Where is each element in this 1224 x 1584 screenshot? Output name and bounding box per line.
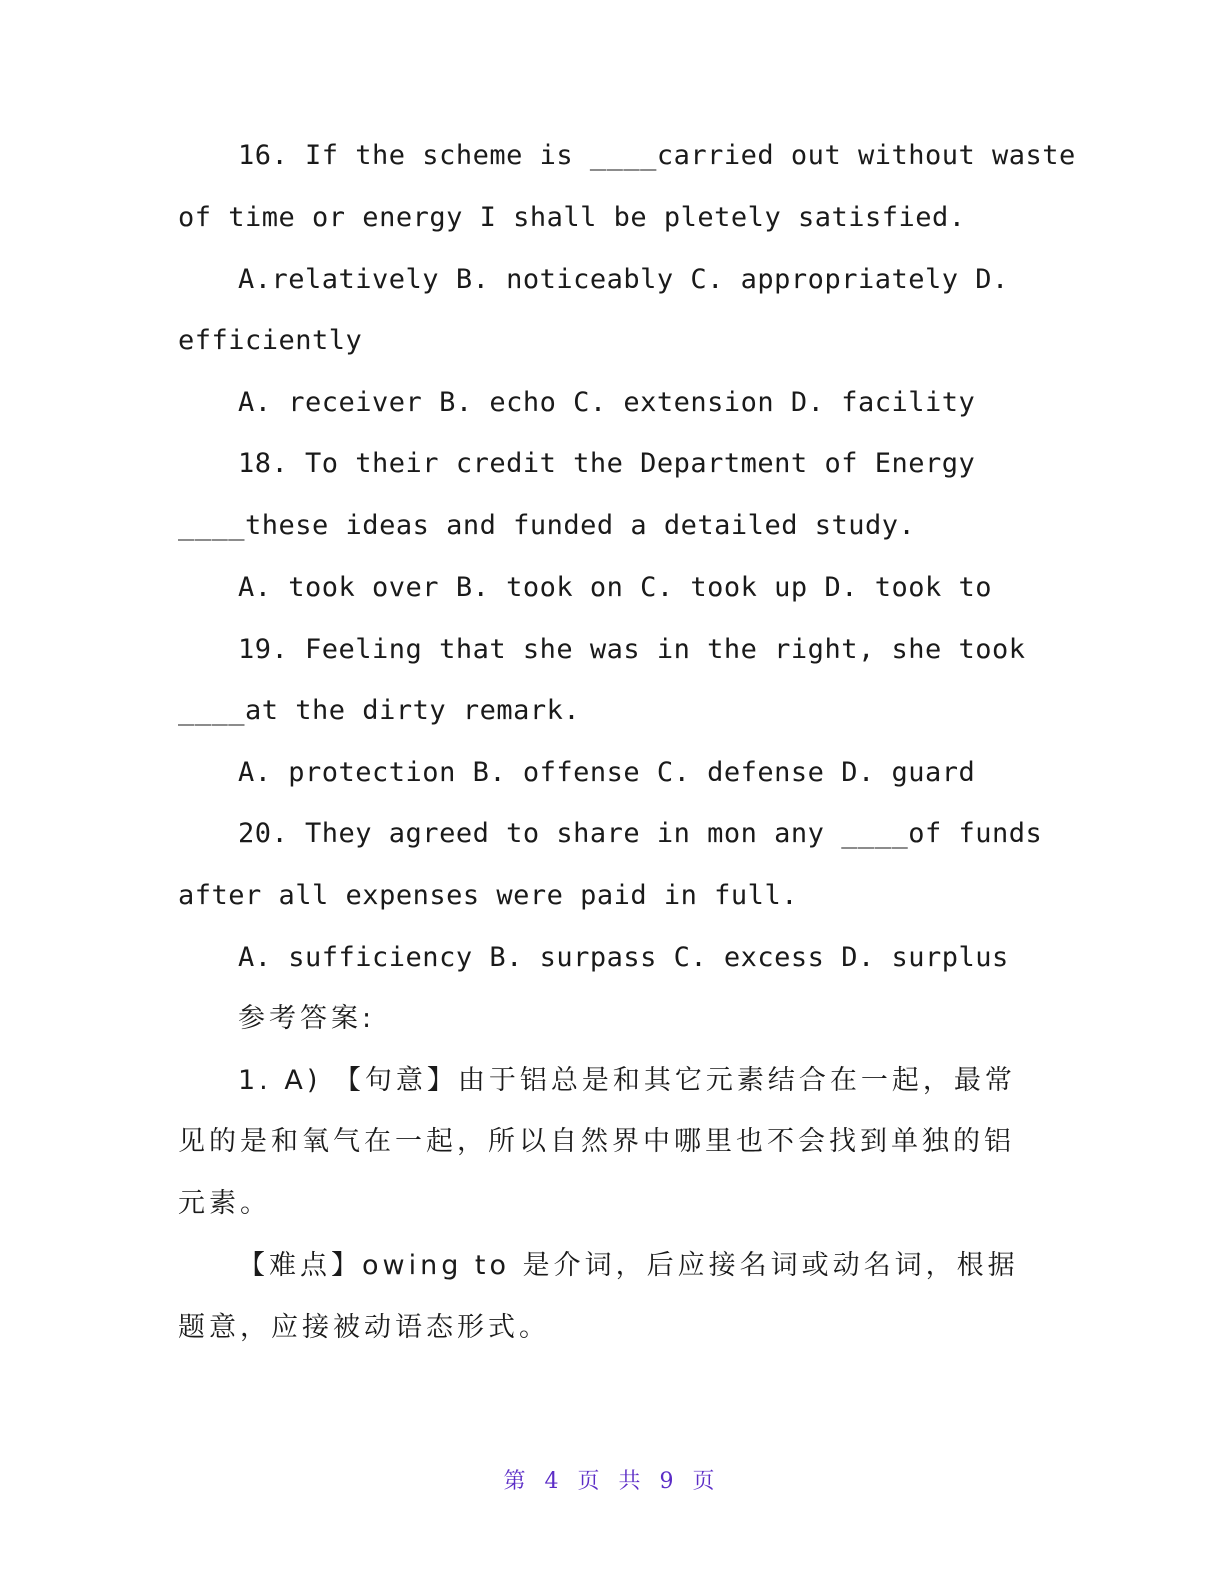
question-20-stem-line-1: 20. They agreed to share in mon any ____of funds — [238, 818, 1043, 849]
question-17-options: A. receiver B. echo C. extension D. facility — [238, 387, 976, 418]
answer-key-heading: 参考答案: — [238, 1003, 376, 1034]
question-16-stem-line-1: 16. If the scheme is ____carried out without waste — [238, 140, 1076, 171]
page-number-footer: 第 4 页 共 9 页 — [503, 1469, 721, 1494]
question-18-options: A. took over B. took on C. took up D. took to — [238, 572, 992, 603]
answer-1-difficulty-line-2: 题意，应接被动语态形式。 — [178, 1312, 550, 1343]
answer-1-line-1: 1. A) 【句意】由于铝总是和其它元素结合在一起，最常 — [238, 1065, 1016, 1096]
question-19-stem-line-1: 19. Feeling that she was in the right, she took — [238, 634, 1026, 665]
question-20-stem-line-2: after all expenses were paid in full. — [178, 880, 798, 911]
question-16-options-line-1: A.relatively B. noticeably C. appropriately D. — [238, 264, 1009, 295]
question-16-stem-line-2: of time or energy I shall be pletely satisfied. — [178, 202, 966, 233]
question-16-options-line-2: efficiently — [178, 325, 363, 356]
answer-1-line-3: 元素。 — [178, 1188, 271, 1219]
answer-1-line-2: 见的是和氧气在一起，所以自然界中哪里也不会找到单独的铝 — [178, 1126, 1015, 1157]
question-19-options: A. protection B. offense C. defense D. guard — [238, 757, 976, 788]
question-19-stem-line-2: ____at the dirty remark. — [178, 695, 581, 726]
question-18-stem-line-1: 18. To their credit the Department of Energy — [238, 448, 976, 479]
question-20-options: A. sufficiency B. surpass C. excess D. surplus — [238, 942, 1009, 973]
question-18-stem-line-2: ____these ideas and funded a detailed study. — [178, 510, 916, 541]
answer-1-difficulty-line-1: 【难点】owing to 是介词，后应接名词或动名词，根据 — [238, 1250, 1019, 1281]
